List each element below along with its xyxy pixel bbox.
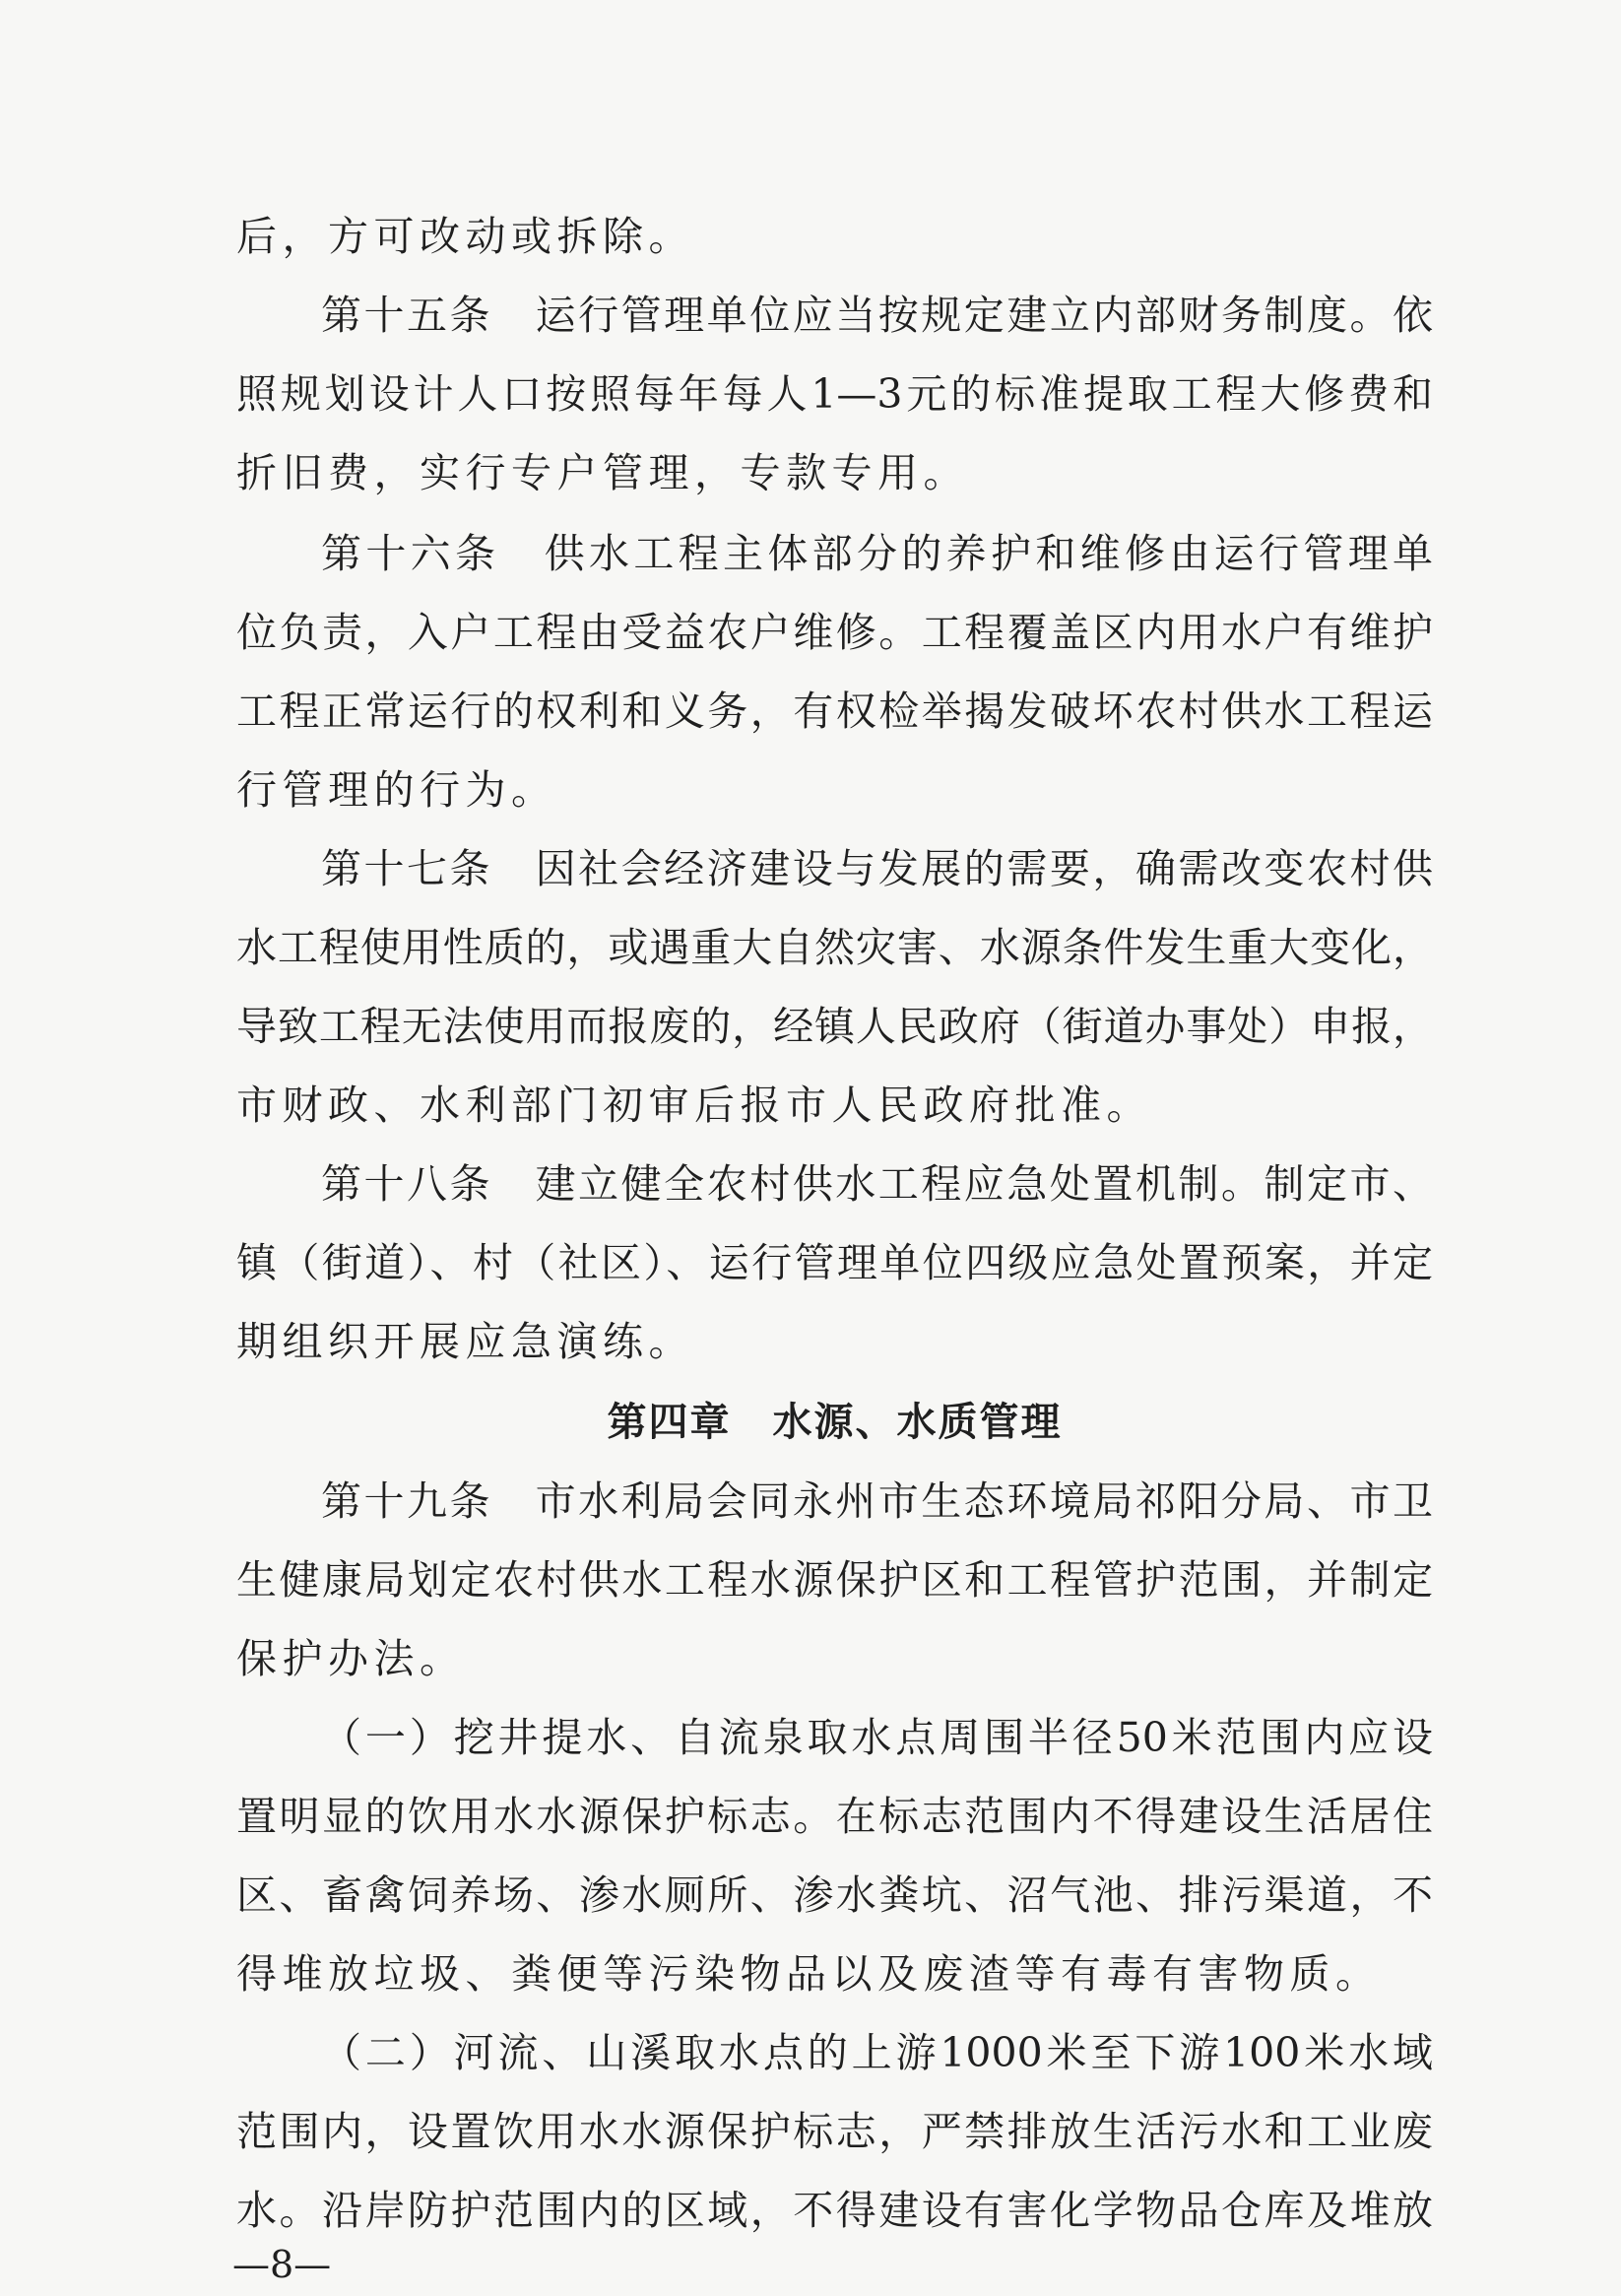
text-line: 工程正常运行的权利和义务，有权检举揭发破坏农村供水工程运 [236,688,1433,735]
clause-2: （二）河流、山溪取水点的上游1000米至下游100米水域 [321,2029,1433,2076]
text-line: 水。沿岸防护范围内的区域，不得建设有害化学物品仓库及堆放 [236,2187,1433,2234]
text-line: 行管理的行为。 [236,766,557,814]
text-line: 期组织开展应急演练。 [236,1318,694,1365]
text-line: 区、畜禽饲养场、渗水厕所、渗水粪坑、沼气池、排污渠道，不 [236,1871,1433,1919]
text-line: 位负责，入户工程由受益农户维修。工程覆盖区内用水户有维护 [236,609,1433,656]
text-line: 市财政、水利部门初审后报市人民政府批准。 [236,1082,1152,1129]
text-line: 导致工程无法使用而报废的，经镇人民政府（街道办事处）申报， [236,1003,1433,1050]
chapter-heading: 第四章 水源、水质管理 [607,1400,1063,1445]
clause-1: （一）挖井提水、自流泉取水点周围半径50米范围内应设 [321,1714,1433,1761]
article-17: 第十七条 因社会经济建设与发展的需要，确需改变农村供 [321,845,1433,892]
article-18: 第十八条 建立健全农村供水工程应急处置机制。制定市、 [321,1160,1433,1208]
article-16: 第十六条 供水工程主体部分的养护和维修由运行管理单 [321,530,1433,577]
text-line: 置明显的饮用水水源保护标志。在标志范围内不得建设生活居住 [236,1793,1433,1840]
text-line: 镇（街道）、村（社区）、运行管理单位四级应急处置预案，并定 [236,1239,1433,1286]
text-line: 水工程使用性质的，或遇重大自然灾害、水源条件发生重大变化， [236,924,1433,971]
article-19: 第十九条 市水利局会同永州市生态环境局祁阳分局、市卫 [321,1477,1433,1525]
text-line: 得堆放垃圾、粪便等污染物品以及废渣等有毒有害物质。 [236,1950,1382,1998]
article-15: 第十五条 运行管理单位应当按规定建立内部财务制度。依 [321,292,1433,339]
text-line: 范围内，设置饮用水水源保护标志，严禁排放生活污水和工业废 [236,2108,1433,2155]
text-line: 折旧费，实行专户管理，专款专用。 [236,449,969,496]
text-line: 生健康局划定农村供水工程水源保护区和工程管护范围，并制定 [236,1556,1433,1604]
text-line: 照规划设计人口按照每年每人1—3元的标准提取工程大修费和 [236,370,1433,418]
text-line: 保护办法。 [236,1635,466,1682]
page-number: —8— [232,2243,332,2286]
text-line: 后，方可改动或拆除。 [236,213,694,260]
